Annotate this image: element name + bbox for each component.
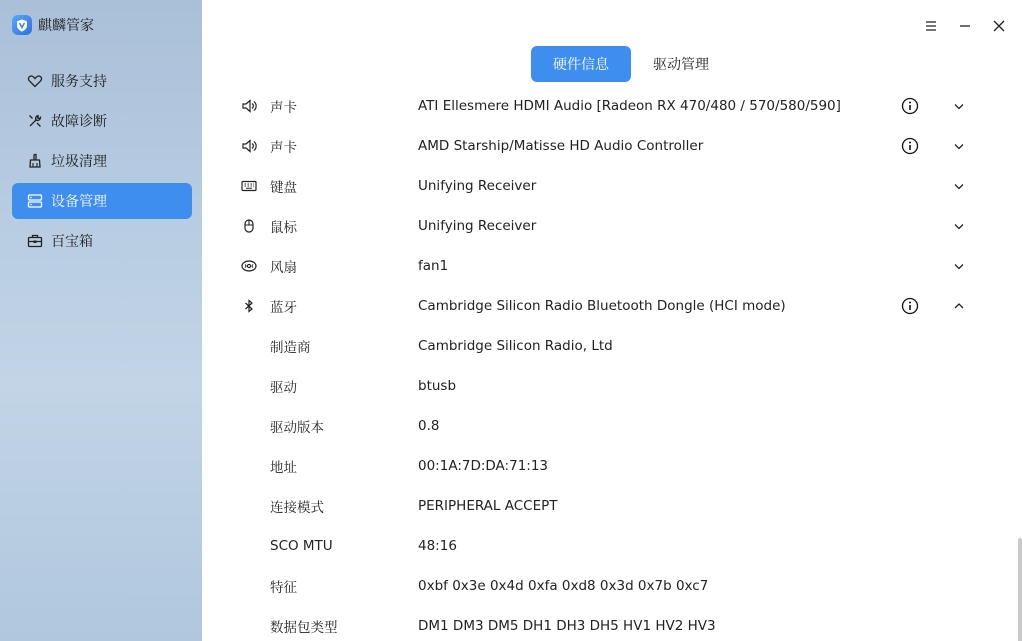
tab-bar xyxy=(202,46,1022,82)
keyboard-icon xyxy=(240,177,258,195)
device-type-label: 键盘 xyxy=(270,180,297,196)
tab-driver-management[interactable]: 驱动管理 xyxy=(653,57,709,73)
device-row[interactable] xyxy=(202,246,1022,286)
device-name: Unifying Receiver xyxy=(418,178,537,194)
detail-label: 特征 xyxy=(270,580,297,596)
device-type-label: 鼠标 xyxy=(270,220,297,236)
detail-row xyxy=(202,446,1022,486)
bluetooth-icon xyxy=(240,297,258,315)
sidebar-item-toolbox[interactable] xyxy=(12,223,192,259)
sidebar-item-device-management[interactable] xyxy=(12,183,192,219)
scrollbar[interactable] xyxy=(1018,538,1022,641)
heart-icon xyxy=(26,72,44,90)
minimize-button[interactable] xyxy=(948,14,982,38)
device-row[interactable] xyxy=(202,206,1022,246)
device-name: ATI Ellesmere HDMI Audio [Radeon RX 470/480 / 570/580/590] xyxy=(418,98,841,114)
main-panel xyxy=(202,0,1022,641)
device-type-label: 声卡 xyxy=(270,100,297,116)
device-row[interactable] xyxy=(202,126,1022,166)
chevron-down-icon[interactable] xyxy=(952,219,966,233)
sidebar-nav xyxy=(0,63,202,259)
sidebar xyxy=(0,0,202,641)
minimize-icon xyxy=(958,19,972,33)
detail-value: btusb xyxy=(418,378,457,394)
device-type-label: 风扇 xyxy=(270,260,297,276)
device-type-label: 蓝牙 xyxy=(270,300,297,316)
detail-row xyxy=(202,326,1022,366)
app-title: 麒麟管家 xyxy=(38,18,94,34)
detail-value: DM1 DM3 DM5 DH1 DH3 DH5 HV1 HV2 HV3 xyxy=(418,618,716,634)
detail-row xyxy=(202,526,1022,566)
detail-row xyxy=(202,606,1022,641)
device-row[interactable] xyxy=(202,286,1022,326)
chevron-down-icon[interactable] xyxy=(952,259,966,273)
info-icon[interactable] xyxy=(901,137,919,155)
fan-icon xyxy=(240,257,258,275)
speaker-icon xyxy=(240,97,258,115)
detail-label: 连接模式 xyxy=(270,500,324,516)
detail-row xyxy=(202,566,1022,606)
detail-label: 驱动版本 xyxy=(270,420,324,436)
chevron-up-icon[interactable] xyxy=(952,299,966,313)
info-icon[interactable] xyxy=(901,97,919,115)
detail-row xyxy=(202,366,1022,406)
device-row[interactable] xyxy=(202,166,1022,206)
detail-label: SCO MTU xyxy=(270,538,333,554)
tools-icon xyxy=(26,112,44,130)
detail-label: 驱动 xyxy=(270,380,297,396)
mouse-icon xyxy=(240,217,258,235)
tab-hardware-info[interactable]: 硬件信息 xyxy=(531,46,631,82)
device-name: Cambridge Silicon Radio Bluetooth Dongle (HCI mode) xyxy=(418,298,786,314)
toolbox-icon xyxy=(26,232,44,250)
detail-row xyxy=(202,406,1022,446)
storage-icon xyxy=(26,192,44,210)
chevron-down-icon[interactable] xyxy=(952,179,966,193)
detail-label: 数据包类型 xyxy=(270,620,338,636)
sidebar-item-service-support[interactable] xyxy=(12,63,192,99)
sidebar-item-label: 垃圾清理 xyxy=(51,154,107,170)
sidebar-item-label: 设备管理 xyxy=(51,194,107,210)
sidebar-item-junk-cleanup[interactable] xyxy=(12,143,192,179)
sidebar-item-label: 服务支持 xyxy=(51,74,107,90)
close-button[interactable] xyxy=(982,14,1016,38)
detail-value: 0.8 xyxy=(418,418,440,434)
sidebar-item-label: 百宝箱 xyxy=(51,234,93,250)
detail-value: 0xbf 0x3e 0x4d 0xfa 0xd8 0x3d 0x7b 0xc7 xyxy=(418,578,709,594)
detail-label: 地址 xyxy=(270,460,297,476)
app-header xyxy=(0,0,202,50)
device-list xyxy=(202,93,1022,641)
device-name: AMD Starship/Matisse HD Audio Controller xyxy=(418,138,704,154)
info-icon[interactable] xyxy=(901,297,919,315)
detail-label: 制造商 xyxy=(270,340,311,356)
close-icon xyxy=(992,19,1006,33)
sidebar-item-fault-diagnosis[interactable] xyxy=(12,103,192,139)
detail-value: PERIPHERAL ACCEPT xyxy=(418,498,558,514)
speaker-icon xyxy=(240,137,258,155)
menu-button[interactable] xyxy=(914,14,948,38)
sidebar-item-label: 故障诊断 xyxy=(51,114,107,130)
chevron-down-icon[interactable] xyxy=(952,139,966,153)
window-controls xyxy=(914,14,1016,38)
app-logo-icon xyxy=(12,15,32,35)
broom-icon xyxy=(26,152,44,170)
device-type-label: 声卡 xyxy=(270,140,297,156)
detail-value: 00:1A:7D:DA:71:13 xyxy=(418,458,549,474)
chevron-down-icon[interactable] xyxy=(952,99,966,113)
device-name: fan1 xyxy=(418,258,449,274)
detail-row xyxy=(202,486,1022,526)
detail-value: Cambridge Silicon Radio, Ltd xyxy=(418,338,613,354)
device-name: Unifying Receiver xyxy=(418,218,537,234)
detail-value: 48:16 xyxy=(418,538,457,554)
menu-icon xyxy=(924,19,938,33)
device-row[interactable] xyxy=(202,93,1022,126)
